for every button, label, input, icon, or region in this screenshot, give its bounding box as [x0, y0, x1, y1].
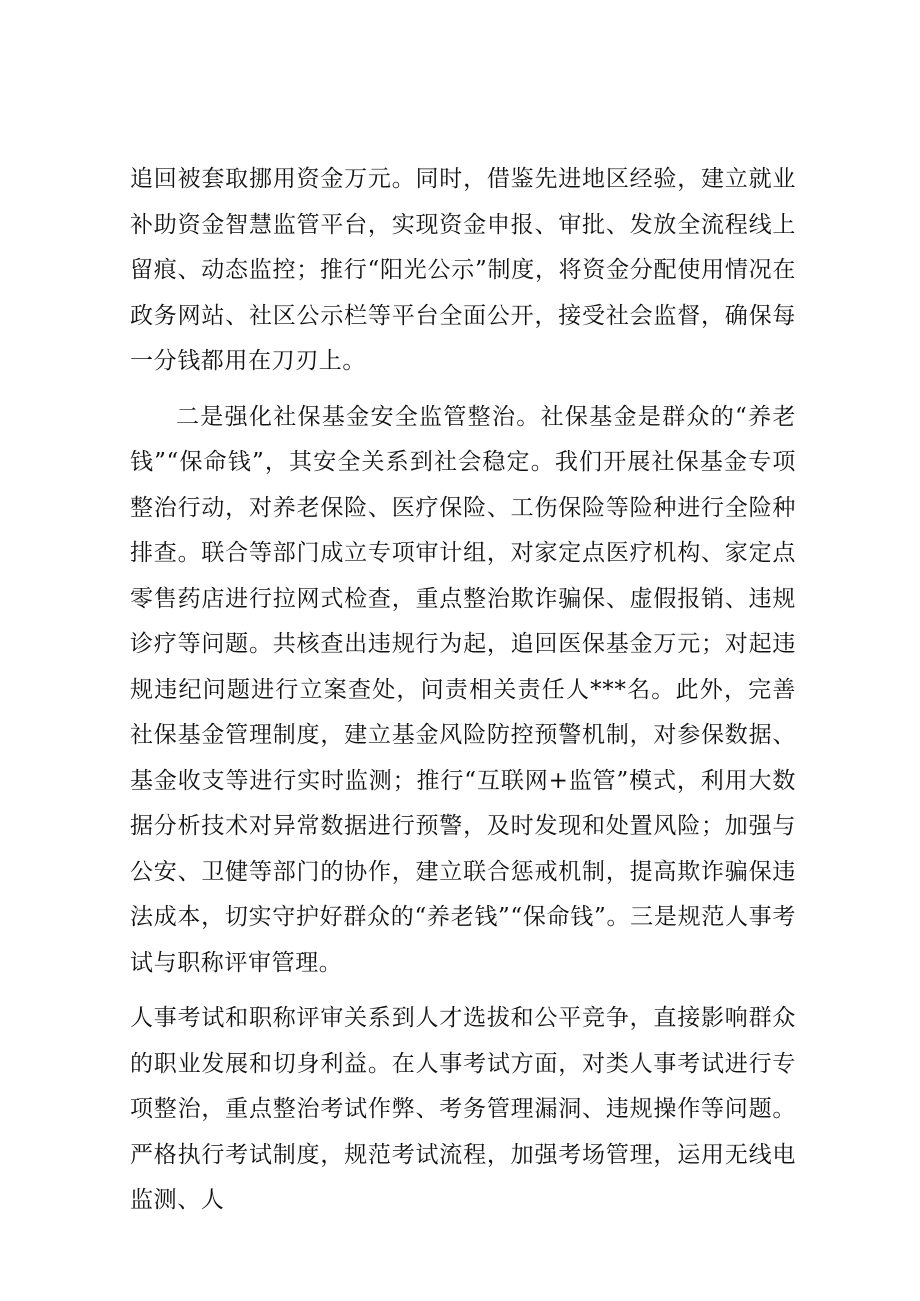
- paragraph-personnel-exams: 人事考试和职称评审关系到人才选拔和公平竞争，直接影响群众的职业发展和切身利益。在人事考试方面，对类人事考试进行专项整治，重点整治考试作弊、考务管理漏洞、违规操作等问题。严格执行考试制度，规范考试流程，加强考场管理，运用无线电监测、人: [130, 1005, 796, 1213]
- paragraph-social-security-fund: 二是强化社保基金安全监管整治。社保基金是群众的“养老钱”“保命钱”，其安全关系到社会稳定。我们开展社保基金专项整治行动，对养老保险、医疗保险、工伤保险等险种进行全险种排查。联合等部门成立专项审计组，对家定点医疗机构、家定点零售药店进行拉网式检查，重点整治欺诈骗保、虚假报销、违规诊疗等问题。共核查出违规行为起，追回医保基金万元；对起违规违纪问题进行立案查处，问责相关责任人***名。此外，完善社保基金管理制度，建立基金风险防控预警机制，对参保数据、基金收支等进行实时监测；推行“互联网+监管”模式，利用大数据分析技术对异常数据进行预警，及时发现和处置风险；加强与公安、卫健等部门的协作，建立联合惩戒机制，提高欺诈骗保违法成本，切实守护好群众的“养老钱”“保命钱”。三是规范人事考试与职称评审管理。: [130, 403, 796, 976]
- paragraph-continuation: 追回被套取挪用资金万元。同时，借鉴先进地区经验，建立就业补助资金智慧监管平台，实现资金申报、审批、发放全流程线上留痕、动态监控；推行“阳光公示”制度，将资金分配使用情况在政务网站、社区公示栏等平台全面公开，接受社会监督，确保每一分钱都用在刀刃上。: [130, 166, 796, 374]
- document-body: [130, 157, 796, 1224]
